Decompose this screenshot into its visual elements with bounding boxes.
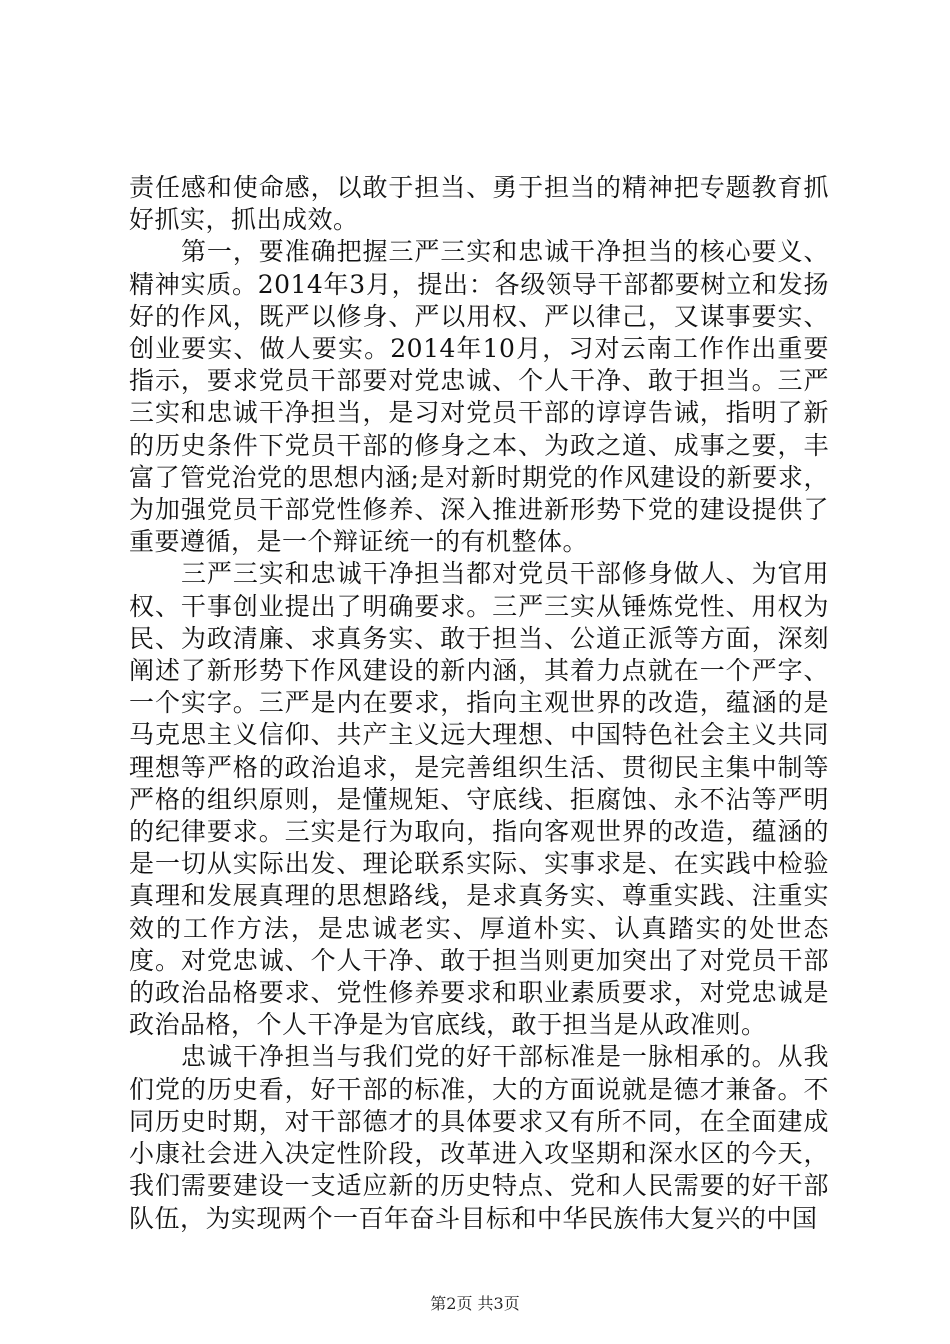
paragraph-cadre-standard: 忠诚干净担当与我们党的好干部标准是一脉相承的。从我们党的历史看，好干部的标准，大的方面说就是德才兼备。不同历史时期，对干部德才的具体要求又有所不同，在全面建成小康社会进入决定性阶段，改革进入攻坚期和深水区的今天，我们需要建设一支适应新的历史特点、党和人民需要的好干部队伍，为实现两个一百年奋斗目标和中华民族伟大复兴的中国: [129, 1042, 829, 1233]
document-body: [129, 172, 829, 1235]
paragraph-core-meaning: 第一，要准确把握三严三实和忠诚干净担当的核心要义、精神实质。2014年3月，提出：各级领导干部都要树立和发扬好的作风，既严以修身、严以用权、严以律己，又谋事要实、创业要实、做人要实。2014年10月，习对云南工作作出重要指示，要求党员干部要对党忠诚、个人干净、敢于担当。三严三实和忠诚干净担当，是习对党员干部的谆谆告诫，指明了新的历史条件下党员干部的修身之本、为政之道、成事之要，丰富了管党治党的思想内涵;是对新时期党的作风建设的新要求，为加强党员干部党性修养、深入推进新形势下党的建设提供了重要遵循，是一个辩证统一的有机整体。: [129, 237, 829, 557]
paragraph-requirements: 三严三实和忠诚干净担当都对党员干部修身做人、为官用权、干事创业提出了明确要求。三严三实从锤炼党性、用权为民、为政清廉、求真务实、敢于担当、公道正派等方面，深刻阐述了新形势下作风建设的新内涵，其着力点就在一个严字、一个实字。三严是内在要求，指向主观世界的改造，蕴涵的是马克思主义信仰、共产主义远大理想、中国特色社会主义共同理想等严格的政治追求，是完善组织生活、贯彻民主集中制等严格的组织原则，是懂规矩、守底线、拒腐蚀、永不沾等严明的纪律要求。三实是行为取向，指向客观世界的改造，蕴涵的是一切从实际出发、理论联系实际、实事求是、在实践中检验真理和发展真理的思想路线，是求真务实、尊重实践、注重实效的工作方法，是忠诚老实、厚道朴实、认真踏实的处世态度。对党忠诚、个人干净、敢于担当则更加突出了对党员干部的政治品格要求、党性修养要求和职业素质要求，对党忠诚是政治品格，个人干净是为官底线，敢于担当是从政准则。: [129, 559, 829, 1040]
paragraph-continuation: 责任感和使命感，以敢于担当、勇于担当的精神把专题教育抓好抓实，抓出成效。: [129, 173, 829, 235]
page-number-footer: 第2页 共3页: [430, 1294, 520, 1313]
